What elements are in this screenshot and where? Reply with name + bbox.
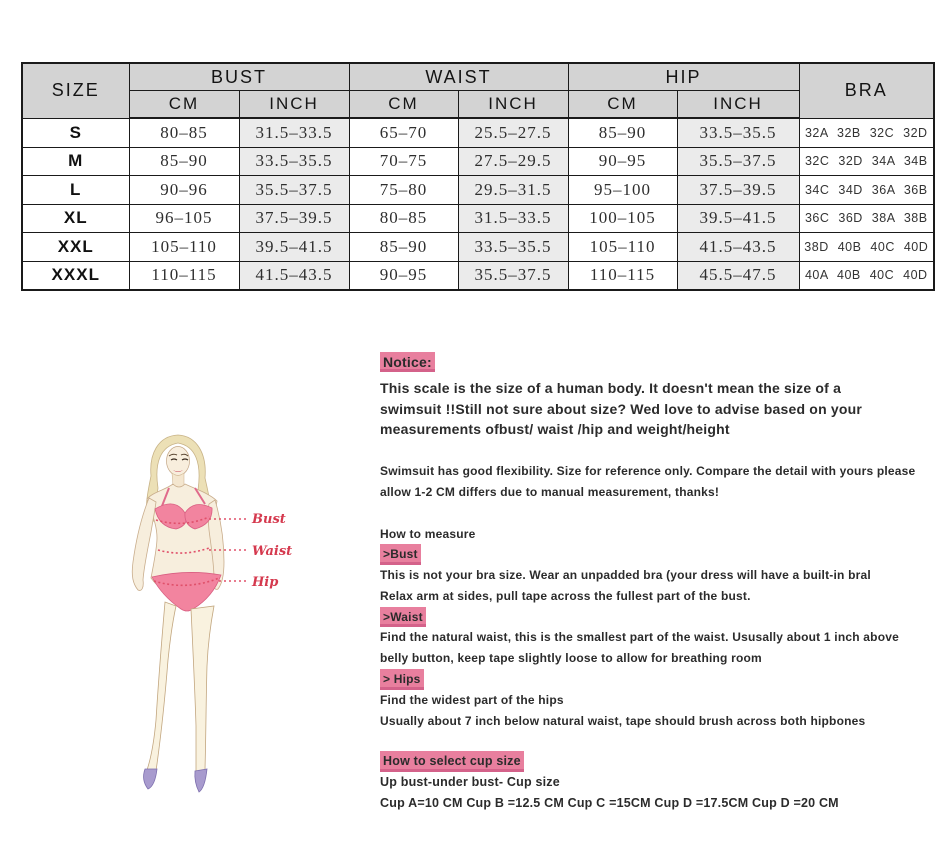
cell-hip-cm: 95–100 (568, 176, 677, 205)
cell-size: L (22, 176, 129, 205)
cell-waist-cm: 80–85 (349, 204, 458, 233)
cell-hip-inch: 33.5–35.5 (677, 118, 799, 147)
header-bust: BUST (129, 63, 349, 91)
header-bra: BRA (799, 63, 934, 118)
hip-figure-label: Hip (252, 575, 279, 590)
cell-bust-cm: 110–115 (129, 261, 239, 290)
header-bust-inch: INCH (239, 91, 349, 119)
cell-bust-cm: 96–105 (129, 204, 239, 233)
cell-size: S (22, 118, 129, 147)
bust-instruction-line: Relax arm at sides, pull tape across the fullest part of the bust. (380, 588, 751, 603)
cell-hip-cm: 100–105 (568, 204, 677, 233)
header-hip: HIP (568, 63, 799, 91)
cell-size: XXL (22, 233, 129, 262)
cell-waist-inch: 35.5–37.5 (458, 261, 568, 290)
how-to-measure-title: How to measure (380, 526, 476, 541)
waist-subheading: >Waist (380, 607, 426, 628)
header-waist-cm: CM (349, 91, 458, 119)
cell-waist-inch: 31.5–33.5 (458, 204, 568, 233)
cell-waist-cm: 65–70 (349, 118, 458, 147)
size-chart-table (21, 62, 935, 291)
leg-left (147, 602, 176, 775)
header-bust-cm: CM (129, 91, 239, 119)
cup-size-line: Up bust-under bust- Cup size (380, 775, 560, 790)
cell-hip-cm: 110–115 (568, 261, 677, 290)
cell-bust-cm: 80–85 (129, 118, 239, 147)
cell-bra: 38D 40B 40C 40D (799, 233, 934, 262)
cell-hip-inch: 39.5–41.5 (677, 204, 799, 233)
table-row-xxl (22, 233, 934, 262)
table-row-xl (22, 204, 934, 233)
waist-figure-label: Waist (252, 544, 293, 559)
cup-size-heading-line (380, 751, 932, 772)
cell-size: XXXL (22, 261, 129, 290)
notice-paragraph (380, 378, 932, 440)
waist-subheading-line (380, 607, 932, 628)
cell-hip-inch: 35.5–37.5 (677, 147, 799, 176)
cell-bust-inch: 37.5–39.5 (239, 204, 349, 233)
cell-hip-cm: 105–110 (568, 233, 677, 262)
cell-bust-inch: 39.5–41.5 (239, 233, 349, 262)
cell-waist-cm: 85–90 (349, 233, 458, 262)
bust-instruction-line: This is not your bra size. Wear an unpadded bra (your dress will have a built-in bral (380, 568, 871, 583)
shoe-right (195, 769, 207, 792)
flexibility-paragraph (380, 461, 932, 503)
notice-text-column (380, 352, 932, 814)
how-to-measure-section (380, 524, 932, 732)
shoe-left (144, 769, 157, 789)
table-row-s (22, 118, 934, 147)
cell-waist-inch: 29.5–31.5 (458, 176, 568, 205)
notice-line: swimsuit !!Still not sure about size? Wed love to advise based on your (380, 400, 863, 417)
leg-right (191, 606, 214, 775)
header-size: SIZE (22, 63, 129, 118)
table-row-m (22, 147, 934, 176)
flexibility-line: allow 1-2 CM differs due to manual measurement, thanks! (380, 484, 720, 499)
header-hip-cm: CM (568, 91, 677, 119)
cell-waist-inch: 33.5–35.5 (458, 233, 568, 262)
cell-hip-cm: 85–90 (568, 118, 677, 147)
hips-subheading: > Hips (380, 669, 424, 690)
cell-bra: 32C 32D 34A 34B (799, 147, 934, 176)
cell-hip-inch: 37.5–39.5 (677, 176, 799, 205)
cell-size: XL (22, 204, 129, 233)
notice-heading-line (380, 352, 932, 372)
flexibility-line: Swimsuit has good flexibility. Size for reference only. Compare the detail with yours please (380, 463, 916, 478)
cell-hip-inch: 41.5–43.5 (677, 233, 799, 262)
table-row-l (22, 176, 934, 205)
woman-sketch-illustration (95, 420, 365, 800)
cell-bust-inch: 33.5–35.5 (239, 147, 349, 176)
waist-instruction-line: belly button, keep tape slightly loose to allow for breathing room (380, 651, 762, 666)
cell-bust-cm: 105–110 (129, 233, 239, 262)
cell-bust-inch: 41.5–43.5 (239, 261, 349, 290)
cell-bust-cm: 85–90 (129, 147, 239, 176)
header-sub-row (22, 91, 934, 119)
bust-subheading: >Bust (380, 544, 421, 565)
cell-waist-cm: 90–95 (349, 261, 458, 290)
notice-line: This scale is the size of a human body. It doesn't mean the size of a (380, 380, 842, 396)
bust-subheading-line (380, 544, 932, 565)
waist-instruction-line: Find the natural waist, this is the smallest part of the waist. Ususally about 1 inch above (380, 630, 899, 645)
header-group-row (22, 63, 934, 91)
cell-hip-inch: 45.5–47.5 (677, 261, 799, 290)
header-waist-inch: INCH (458, 91, 568, 119)
cell-bra: 40A 40B 40C 40D (799, 261, 934, 290)
bust-figure-label: Bust (252, 512, 286, 527)
cell-size: M (22, 147, 129, 176)
bikini-bottom-shape (152, 572, 221, 611)
notice-heading: Notice: (380, 352, 435, 372)
cell-bra: 34C 34D 36A 36B (799, 176, 934, 205)
table-row-xxxl (22, 261, 934, 290)
header-hip-inch: INCH (677, 91, 799, 119)
notice-line: measurements ofbust/ waist /hip and weight/height (380, 421, 730, 437)
cell-waist-cm: 70–75 (349, 147, 458, 176)
hips-instruction-line: Usually about 7 inch below natural waist, tape should brush across both hipbones (380, 713, 866, 728)
cell-bust-cm: 90–96 (129, 176, 239, 205)
cell-bra: 36C 36D 38A 38B (799, 204, 934, 233)
face-shape (167, 447, 190, 476)
hips-subheading-line (380, 669, 932, 690)
cell-bra: 32A 32B 32C 32D (799, 118, 934, 147)
cell-bust-inch: 35.5–37.5 (239, 176, 349, 205)
cell-bust-inch: 31.5–33.5 (239, 118, 349, 147)
cell-waist-inch: 25.5–27.5 (458, 118, 568, 147)
hips-instruction-line: Find the widest part of the hips (380, 692, 564, 707)
cell-waist-inch: 27.5–29.5 (458, 147, 568, 176)
header-waist: WAIST (349, 63, 568, 91)
cup-size-line: Cup A=10 CM Cup B =12.5 CM Cup C =15CM Cup D =17.5CM Cup D =20 CM (380, 796, 839, 811)
cup-size-section (380, 751, 932, 814)
cell-waist-cm: 75–80 (349, 176, 458, 205)
measurement-figure (95, 420, 365, 800)
cup-size-heading: How to select cup size (380, 751, 524, 772)
cell-hip-cm: 90–95 (568, 147, 677, 176)
